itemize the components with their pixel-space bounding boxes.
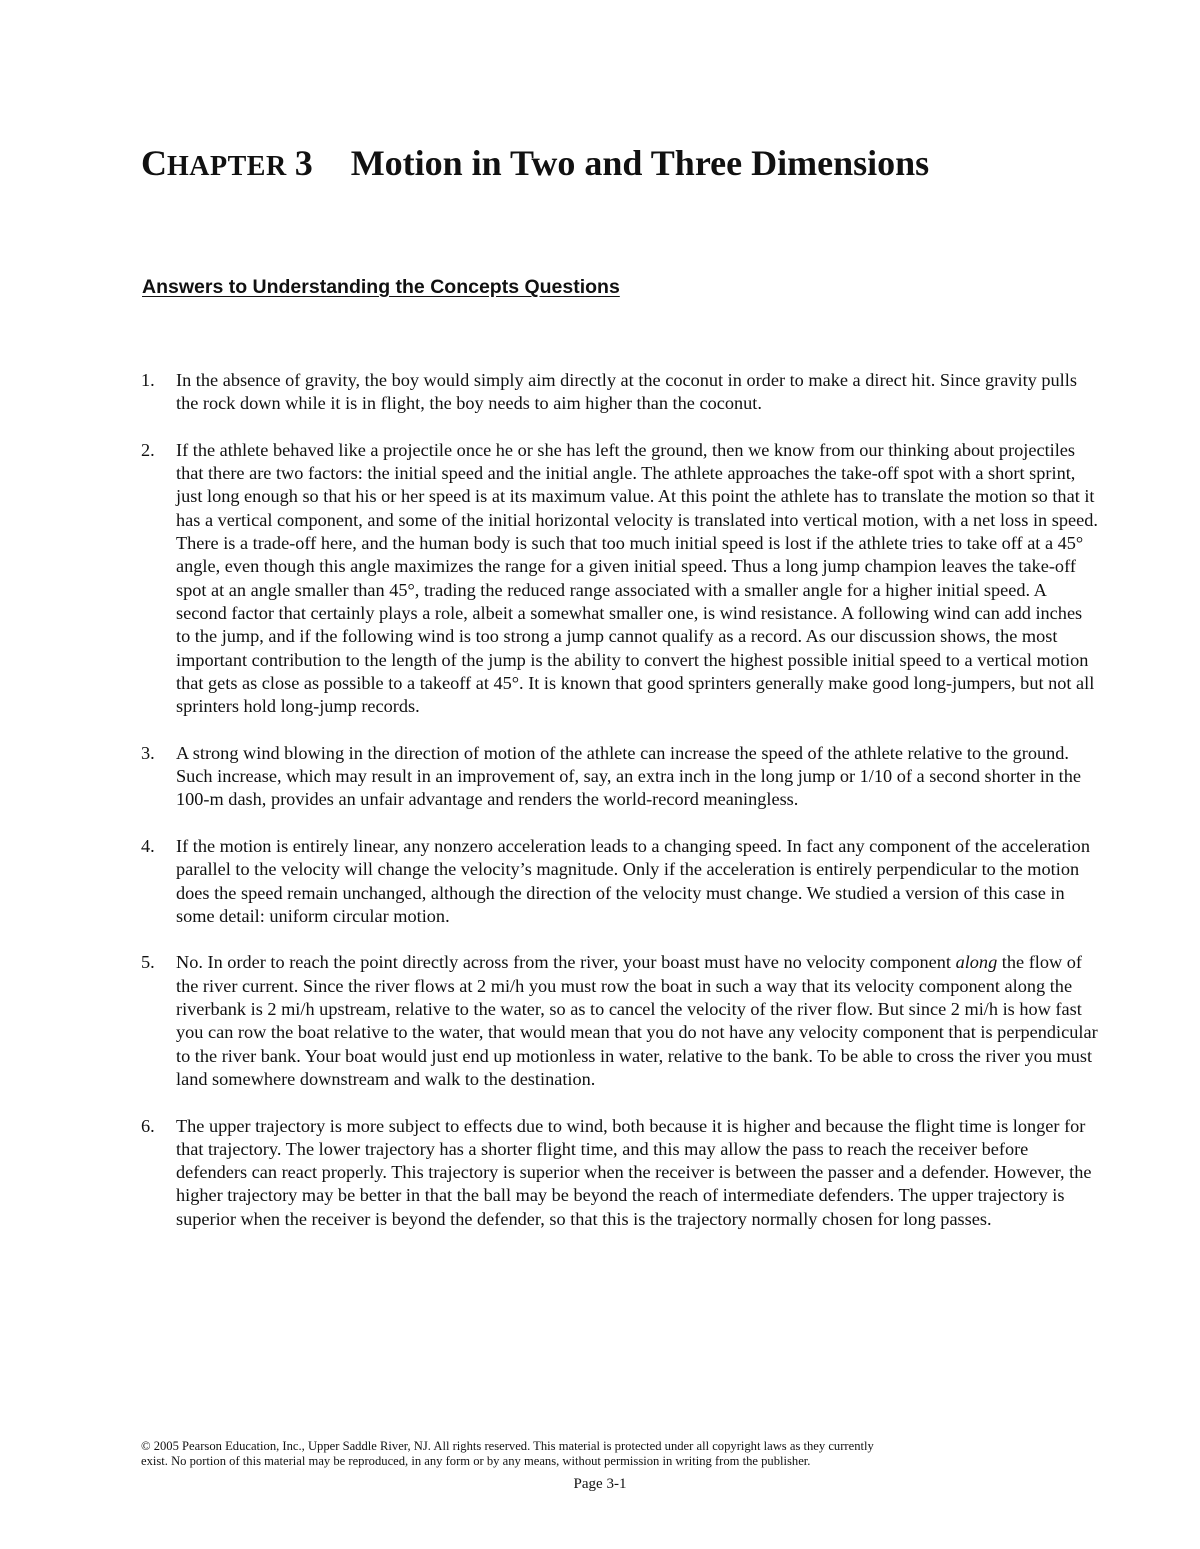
answer-text [176,951,1099,1091]
answer-text-before: No. In order to reach the point directly across from the river, your boast must have no velocity component [176,952,956,973]
answer-number: 5. [141,952,155,973]
page-number: Page 3-1 [573,1476,627,1492]
chapter-word-rest: HAPTER [167,151,287,182]
answer-text: The upper trajectory is more subject to effects due to wind, both because it is higher and because the flight time is longer for that trajectory. The lower trajectory has a shorter flight time, and this may allow the pass to reach the receiver before defenders can react properly. This trajectory is superior when the receiver is between the passer and a defender. However, the higher trajectory may be better in that the ball may be beyond the reach of intermediate defenders. The upper trajectory is superior when the receiver is beyond the defender, so that this is the trajectory normally chosen for long passes. [176,1115,1092,1229]
chapter-title [141,139,929,191]
answer-item [141,835,1099,928]
answer-text: A strong wind blowing in the direction of motion of the athlete can increase the speed of the athlete relative to the ground. Such increase, which may result in an improvement of, say, an extra inch in the long jump or 1/10 of a second shorter in the 100-m dash, provides an unfair advantage and renders the world-record meaningless. [176,742,1082,810]
answer-text: If the athlete behaved like a projectile once he or she has left the ground, then we know from our thinking about projectiles that there are two factors: the initial speed and the initial angle. The athlete approaches the take-off spot with a short sprint, just long enough so that his or her speed is at its maximum value. At this point the athlete has to translate the motion so that it has a vertical component, and some of the initial horizontal velocity is translated into vertical motion, with a net loss in speed. There is a trade-off here, and the human body is such that too much initial speed is lost if the athlete tries to take off at a 45° angle, even though this angle maximizes the range for a given initial speed. Thus a long jump champion leaves the take-off spot at an angle smaller than 45°, trading the reduced range associated with a smaller angle for a higher initial speed. A second factor that certainly plays a role, albeit a somewhat smaller one, is wind resistance. A following wind can add inches to the jump, and if the following wind is too strong a jump cannot qualify as a record. As our discussion shows, the most important contribution to the length of the jump is the ability to convert the highest possible initial speed to a vertical motion that gets as close as possible to a takeoff at 45°. It is known that good sprinters generally make good long-jumpers, but not all sprinters hold long-jump records. [176,439,1098,717]
answer-item [141,369,1099,416]
answer-text-after: the flow of the river current. Since the river flows at 2 mi/h you must row the boat in such a way that its velocity component along the riverbank is 2 mi/h upstream, relative to the water, so as to cancel the velocity of the river flow. But since 2 mi/h is how fast you can row the boat relative to the water, that would mean that you do not have any velocity component that is perpendicular to the river bank. Your boat would just end up motionless in water, relative to the bank. To be able to cross the river you must land somewhere downstream and walk to the destination. [176,952,1098,1089]
copyright-line: © 2005 Pearson Education, Inc., Upper Saddle River, NJ. All rights reserved. This material is protected under all copyright laws as they currently [141,1439,874,1453]
answer-item [141,742,1099,812]
answer-text-emphasis: along [955,952,998,973]
answer-item [141,1115,1099,1231]
chapter-number: 3 [294,143,313,183]
copyright-line: exist. No portion of this material may be reproduced, in any form or by any means, without permission in writing from the publisher. [141,1453,811,1468]
copyright-notice [141,1439,1091,1468]
section-heading: Answers to Understanding the Concepts Questions [142,276,620,298]
answer-item [141,951,1099,1091]
answer-number: 3. [141,742,155,763]
answer-text: In the absence of gravity, the boy would simply aim directly at the coconut in order to make a direct hit. Since gravity pulls the rock down while it is in flight, the boy needs to aim higher than the coconut. [176,370,1077,414]
answer-item [141,439,1099,719]
answer-number: 1. [141,370,155,390]
answer-number: 6. [141,1115,155,1136]
answer-list [141,369,1099,1254]
answer-number: 2. [141,439,155,460]
answer-text: If the motion is entirely linear, any nonzero acceleration leads to a changing speed. In fact any component of the acceleration parallel to the velocity will change the velocity’s magnitude. Only if the acceleration is entirely perpendicular to the motion does the speed remain unchanged, although the direction of the velocity must change. We studied a version of this case in some detail: uniform circular motion. [176,835,1090,926]
chapter-word-initial: C [141,143,167,183]
chapter-name: Motion in Two and Three Dimensions [350,143,930,183]
answer-number: 4. [141,835,155,856]
